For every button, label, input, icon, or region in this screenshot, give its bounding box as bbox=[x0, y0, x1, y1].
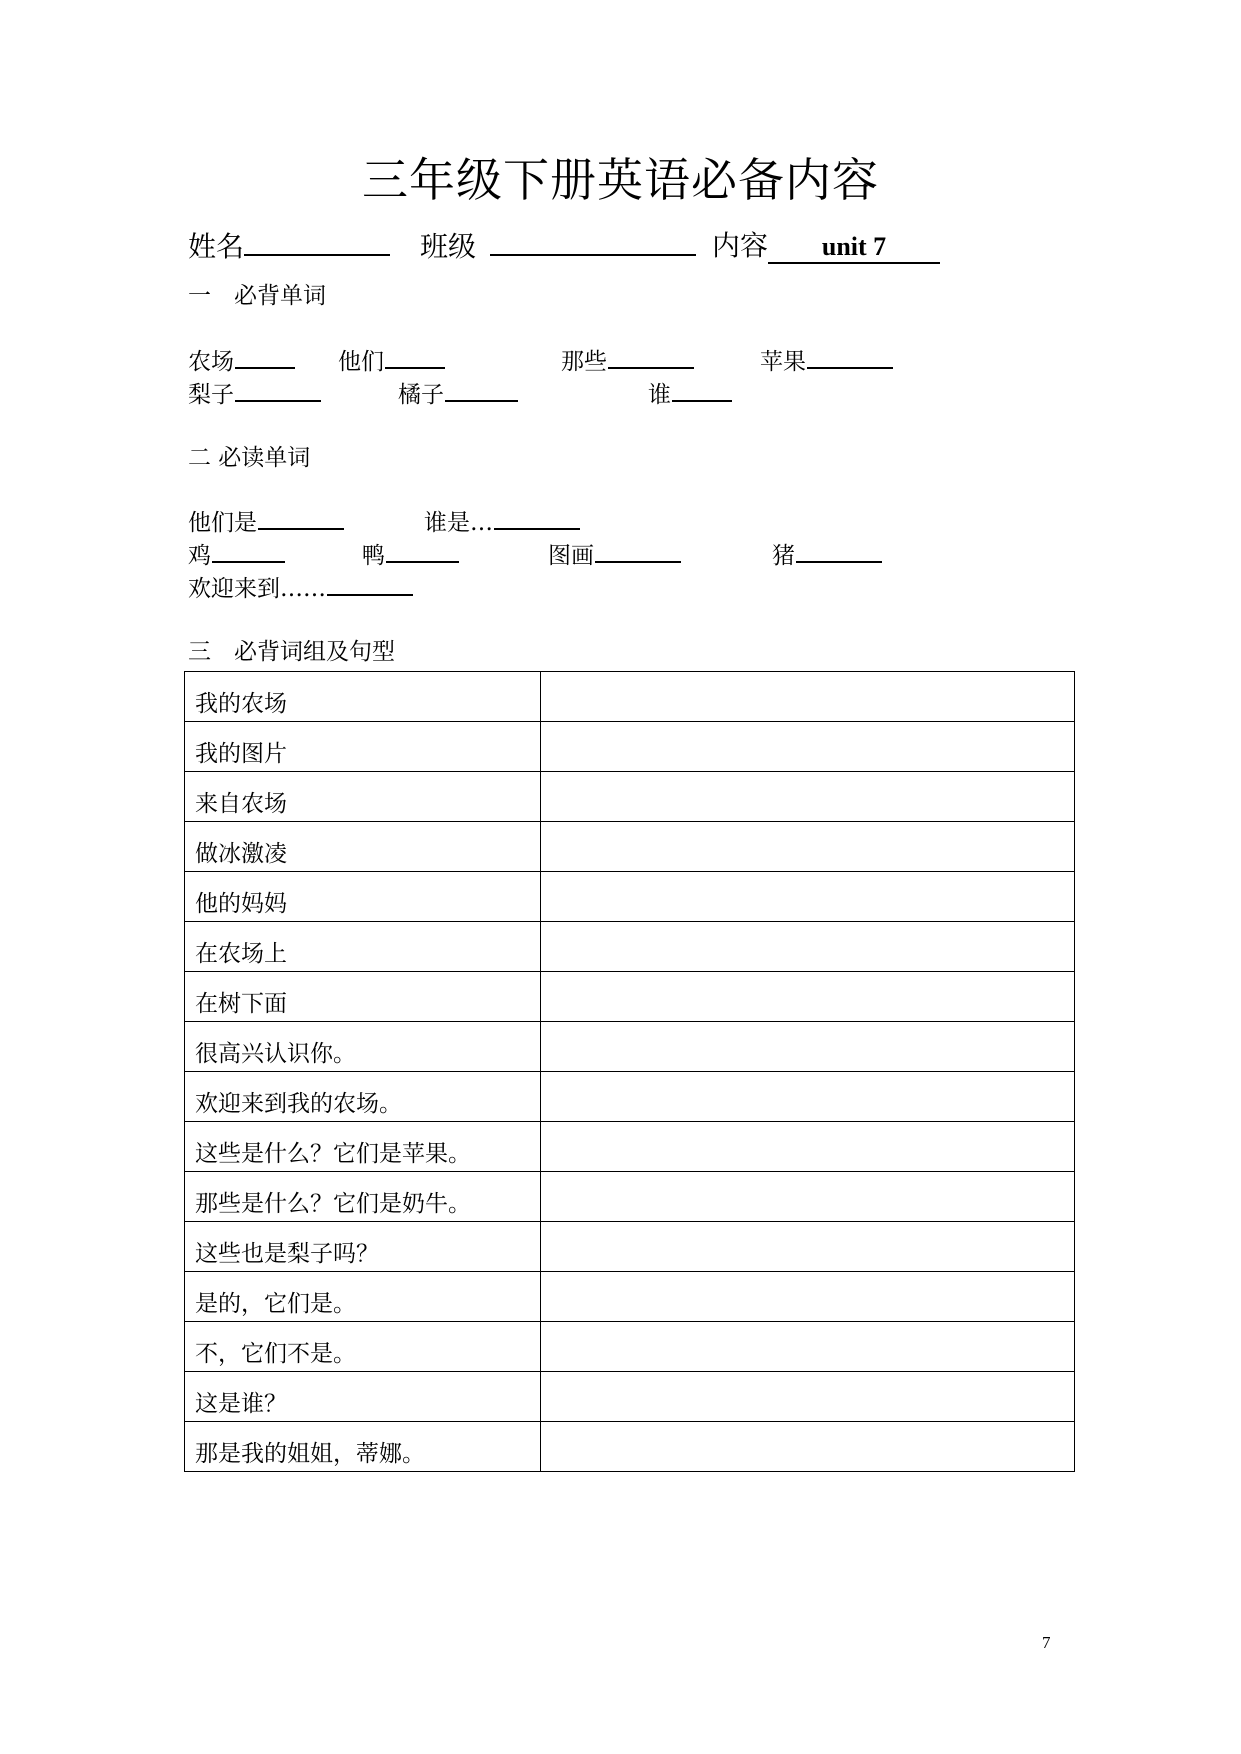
chinese-phrase-cell: 做冰激凌 bbox=[185, 822, 541, 872]
word-item: 图画 bbox=[548, 539, 681, 571]
table-row bbox=[185, 972, 1075, 1022]
table-row bbox=[185, 772, 1075, 822]
answer-cell[interactable] bbox=[541, 1372, 1075, 1422]
chinese-phrase-cell: 那是我的姐姐，蒂娜。 bbox=[185, 1422, 541, 1472]
answer-cell[interactable] bbox=[541, 1222, 1075, 1272]
content-value: unit 7 bbox=[768, 232, 940, 264]
table-row bbox=[185, 822, 1075, 872]
answer-cell[interactable] bbox=[541, 1072, 1075, 1122]
chinese-phrase-cell: 我的图片 bbox=[185, 722, 541, 772]
word-blank[interactable] bbox=[595, 539, 681, 563]
word-blank[interactable] bbox=[386, 539, 459, 563]
word-blank[interactable] bbox=[494, 506, 580, 530]
section2-heading: 二 必读单词 bbox=[188, 445, 311, 471]
word-blank[interactable] bbox=[258, 506, 344, 530]
answer-cell[interactable] bbox=[541, 1272, 1075, 1322]
section3-heading: 三 必背词组及句型 bbox=[188, 639, 395, 665]
chinese-phrase-cell: 来自农场 bbox=[185, 772, 541, 822]
page-title: 三年级下册英语必备内容 bbox=[362, 153, 879, 207]
chinese-phrase-cell: 不，它们不是。 bbox=[185, 1322, 541, 1372]
word-blank[interactable] bbox=[807, 345, 893, 369]
word-item: 他们是 bbox=[188, 506, 344, 538]
class-label: 班级 bbox=[420, 230, 477, 263]
table-row bbox=[185, 1272, 1075, 1322]
word-blank[interactable] bbox=[235, 345, 295, 369]
word-blank[interactable] bbox=[235, 378, 321, 402]
table-row bbox=[185, 1172, 1075, 1222]
table-row bbox=[185, 922, 1075, 972]
section1-heading: 一 必背单词 bbox=[188, 283, 326, 309]
table-row bbox=[185, 1422, 1075, 1472]
word-item: 他们 bbox=[338, 345, 445, 377]
table-row bbox=[185, 1322, 1075, 1372]
word-blank[interactable] bbox=[796, 539, 882, 563]
word-item: 鸡 bbox=[188, 539, 285, 571]
chinese-phrase-cell: 这些是什么？它们是苹果。 bbox=[185, 1122, 541, 1172]
name-blank[interactable] bbox=[244, 228, 390, 256]
answer-cell[interactable] bbox=[541, 672, 1075, 722]
chinese-phrase-cell: 很高兴认识你。 bbox=[185, 1022, 541, 1072]
content-field bbox=[712, 228, 940, 264]
table-row bbox=[185, 1372, 1075, 1422]
word-item: 谁是… bbox=[424, 506, 580, 538]
table-row bbox=[185, 872, 1075, 922]
class-blank[interactable] bbox=[490, 228, 696, 256]
table-row bbox=[185, 722, 1075, 772]
word-item: 苹果 bbox=[760, 345, 893, 377]
answer-cell[interactable] bbox=[541, 1422, 1075, 1472]
sentence-table bbox=[184, 671, 1075, 1472]
answer-cell[interactable] bbox=[541, 922, 1075, 972]
page-number: 7 bbox=[1042, 1633, 1051, 1652]
word-item: 谁 bbox=[648, 378, 732, 410]
word-item: 橘子 bbox=[398, 378, 518, 410]
answer-cell[interactable] bbox=[541, 1172, 1075, 1222]
content-label: 内容 bbox=[712, 229, 769, 262]
class-field bbox=[420, 228, 696, 265]
word-item: 梨子 bbox=[188, 378, 321, 410]
answer-cell[interactable] bbox=[541, 772, 1075, 822]
chinese-phrase-cell: 在树下面 bbox=[185, 972, 541, 1022]
word-item: 欢迎来到…… bbox=[188, 572, 413, 604]
word-item: 猪 bbox=[772, 539, 882, 571]
table-row bbox=[185, 672, 1075, 722]
word-blank[interactable] bbox=[672, 378, 732, 402]
chinese-phrase-cell: 那些是什么？它们是奶牛。 bbox=[185, 1172, 541, 1222]
name-label: 姓名 bbox=[188, 230, 245, 263]
answer-cell[interactable] bbox=[541, 1322, 1075, 1372]
chinese-phrase-cell: 这是谁？ bbox=[185, 1372, 541, 1422]
word-item: 那些 bbox=[561, 345, 694, 377]
table-row bbox=[185, 1072, 1075, 1122]
answer-cell[interactable] bbox=[541, 872, 1075, 922]
word-blank[interactable] bbox=[212, 539, 285, 563]
answer-cell[interactable] bbox=[541, 1022, 1075, 1072]
answer-cell[interactable] bbox=[541, 722, 1075, 772]
word-item: 农场 bbox=[188, 345, 295, 377]
word-blank[interactable] bbox=[327, 572, 413, 596]
name-field bbox=[188, 228, 390, 265]
chinese-phrase-cell: 欢迎来到我的农场。 bbox=[185, 1072, 541, 1122]
word-blank[interactable] bbox=[385, 345, 445, 369]
word-blank[interactable] bbox=[608, 345, 694, 369]
word-blank[interactable] bbox=[445, 378, 518, 402]
table-row bbox=[185, 1022, 1075, 1072]
chinese-phrase-cell: 在农场上 bbox=[185, 922, 541, 972]
answer-cell[interactable] bbox=[541, 822, 1075, 872]
chinese-phrase-cell: 这些也是梨子吗？ bbox=[185, 1222, 541, 1272]
table-row bbox=[185, 1222, 1075, 1272]
word-item: 鸭 bbox=[362, 539, 459, 571]
answer-cell[interactable] bbox=[541, 1122, 1075, 1172]
answer-cell[interactable] bbox=[541, 972, 1075, 1022]
table-row bbox=[185, 1122, 1075, 1172]
chinese-phrase-cell: 我的农场 bbox=[185, 672, 541, 722]
chinese-phrase-cell: 是的，它们是。 bbox=[185, 1272, 541, 1322]
chinese-phrase-cell: 他的妈妈 bbox=[185, 872, 541, 922]
